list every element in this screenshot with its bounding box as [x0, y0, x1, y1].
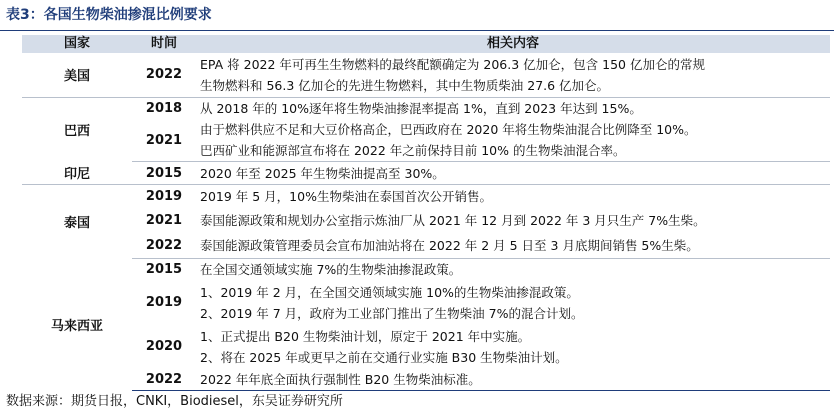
table-title: 表3：各国生物柴油掺混比例要求 [6, 7, 212, 23]
content-cell [196, 53, 830, 97]
content-line: 在全国交通领域实施 7%的生物柴油掺混政策。 [200, 262, 462, 278]
country-cell: 马来西亚 [50, 319, 103, 334]
content-cell [196, 259, 830, 281]
content-line: 2022 年年底全面执行强制性 B20 生物柴油标准。 [200, 371, 481, 387]
content-cell [196, 325, 830, 369]
content-line: 泰国能源政策和规划办公室指示炼油厂从 2021 年 12 月到 2022 年 3 月只生产 7%生柴。 [200, 213, 706, 228]
year-cell: 2019 [145, 188, 183, 204]
content-line: 2019 年 5 月，10%生物柴油在泰国首次公开销售。 [200, 188, 492, 204]
content-line: 从 2018 年的 10%逐年将生物柴油掺混率提高 1%，直到 2023 年达到 15%。 [200, 100, 642, 116]
blending-requirements-table [22, 35, 830, 391]
table-header-row [22, 35, 830, 53]
table-row [22, 325, 830, 369]
table-row [22, 259, 830, 281]
title-rule [0, 30, 834, 31]
content-cell [196, 369, 830, 391]
content-cell [196, 162, 830, 185]
table-row [22, 208, 830, 234]
year-cell: 2020 [145, 339, 183, 354]
content-cell [196, 208, 830, 234]
table-row [22, 234, 830, 259]
content-line: 1、2019 年 2 月，在全国交通领域实施 10%的生物柴油掺混政策。 [200, 284, 579, 300]
table-row [22, 97, 830, 119]
header-content: 相关内容 [196, 35, 830, 53]
country-cell: 印尼 [22, 162, 132, 185]
content-line: 由于燃料供应不足和大豆价格高企，巴西政府在 2020 年将生物柴油混合比例降至 10%。 [200, 122, 697, 137]
table-row [22, 281, 830, 325]
year-cell: 2015 [132, 162, 196, 185]
year-cell: 2018 [145, 100, 183, 116]
year-cell: 2015 [145, 262, 183, 278]
content-line: 2、2019 年 7 月，政府为工业部门推出了生物柴油 7%的混合计划。 [200, 305, 584, 321]
content-line: 泰国能源政策管理委员会宣布加油站将在 2022 年 2 月 5 日至 3 月底期间销售 5%生柴。 [200, 238, 699, 254]
data-source-note: 数据来源：期货日报，CNKI，Biodiesel，东吴证券研究所 [6, 394, 343, 409]
content-line: EPA 将 2022 年可再生生物燃料的最终配额确定为 206.3 亿加仑，包含 150 亿加仑的常规 [200, 56, 705, 72]
header-country: 国家 [22, 35, 132, 53]
table-row [22, 162, 830, 185]
year-cell: 2022 [132, 53, 196, 97]
country-cell: 泰国 [63, 216, 90, 232]
content-line: 巴西矿业和能源部宣布将在 2022 年之前保持目前 10% 的生物柴油混合率。 [200, 143, 626, 158]
table-row [22, 53, 830, 97]
year-cell: 2022 [132, 234, 196, 259]
content-cell [196, 119, 830, 162]
table-row [22, 369, 830, 391]
year-cell: 2021 [145, 213, 183, 228]
content-line: 生物燃料和 56.3 亿加仑的先进生物燃料，其中生物质柴油 27.6 亿加仑。 [200, 77, 610, 93]
content-cell [196, 97, 830, 119]
year-cell: 2019 [145, 295, 183, 310]
content-cell [196, 185, 830, 208]
header-time: 时间 [132, 35, 196, 53]
content-line: 2、将在 2025 年或更早之前在交通行业实施 B30 生物柴油计划。 [200, 349, 568, 365]
year-cell: 2021 [132, 119, 196, 162]
content-cell [196, 234, 830, 259]
country-cell: 美国 [22, 53, 132, 97]
table-row [22, 185, 830, 208]
content-cell [196, 281, 830, 325]
content-line: 1、正式提出 B20 生物柴油计划，原定于 2021 年中实施。 [200, 328, 531, 344]
table-row [22, 119, 830, 162]
year-cell: 2022 [132, 369, 196, 391]
content-line: 2020 年至 2025 年生物柴油提高至 30%。 [200, 165, 445, 181]
country-cell: 巴西 [63, 124, 90, 139]
